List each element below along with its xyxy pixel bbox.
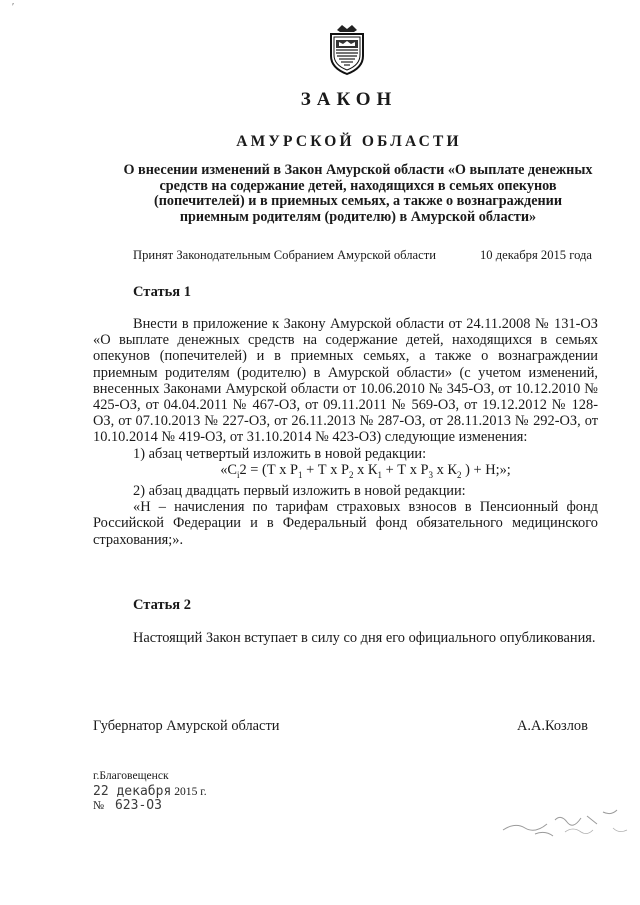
- article-1-item-2-text: «Н – начисления по тарифам страховых взносов в Пенсионный фонд Российской Федерации и в Федеральный фонд обязательного медицинского страхования;».: [93, 499, 598, 548]
- formula: «$С_i2 = (Т$ х $Р_1 + Т$ х $Р_2$ х $К_1 + Т$ х $Р_3$ х $К_2$ ) + Н;»;: [220, 461, 511, 480]
- coat-of-arms-icon: [323, 22, 371, 76]
- article-2-text: Настоящий Закон вступает в силу со дня его официального опубликования.: [133, 630, 596, 646]
- adoption-date: 10 декабря 2015 года: [480, 248, 593, 262]
- region-title: АМУРСКОЙ ОБЛАСТИ: [236, 133, 462, 150]
- subtitle-line: приемным родителям (родителю) в Амурской области»: [179, 208, 537, 225]
- article-1-body: [93, 316, 598, 548]
- article-1-intro: Внести в приложение к Закону Амурской области от 24.11.2008 № 131-ОЗ «О выплате денежных средств на содержание детей, находящихся в семьях опекунов (попечителей) и в приемных семьях, а также о вознаграждении приемным родителям (родителю) в Амурской области» (с учетом изменений, внесенных Законами Амурской области от 10.06.2010 № 345-ОЗ, от 10.12.2010 № 425-ОЗ, от 04.04.2011 № 467-ОЗ, от 09.11.2011 № 569-ОЗ, от 19.12.2012 № 128-ОЗ, от 07.10.2013 № 227-ОЗ, от 26.11.2013 № 287-ОЗ, от 28.11.2013 № 292-ОЗ, от 10.10.2014 № 419-ОЗ, от 31.10.2014 № 423-ОЗ) следующие изменения:: [93, 316, 598, 446]
- signatory-name: А.А.Козлов: [517, 718, 588, 734]
- article-1-item-1: 1) абзац четвертый изложить в новой редакции:: [133, 445, 427, 462]
- number-prefix: №: [93, 799, 105, 812]
- law-title: ЗАКОН: [300, 89, 398, 110]
- subtitle-line: О внесении изменений в Закон Амурской области «О выплате денежных: [123, 162, 593, 178]
- signatory-position: Губернатор Амурской области: [93, 718, 280, 734]
- law-subtitle: [88, 163, 628, 225]
- signing-place: г.Благовещенск: [93, 769, 169, 782]
- signing-date: [93, 784, 207, 799]
- article-2-heading: Статья 2: [133, 597, 191, 613]
- article-2-body: [93, 630, 598, 646]
- corner-mark: ʹ: [12, 2, 15, 13]
- stamp-scribble: [495, 800, 640, 840]
- printed-year: 2015 г.: [174, 785, 207, 798]
- article-1-item-2: 2) абзац двадцать первый изложить в новой редакции:: [133, 482, 466, 499]
- law-number: [93, 798, 162, 813]
- subtitle-line: (попечителей) и в приемных семьях, а также о вознаграждении: [153, 193, 563, 209]
- subtitle-line: средств на содержание детей, находящихся в семьях опекунов: [159, 177, 557, 194]
- handwritten-number: 623-ОЗ: [114, 798, 162, 813]
- adoption-statement: Принят Законодательным Собранием Амурской области: [133, 248, 436, 262]
- handwritten-date: 22 декабря: [93, 784, 172, 799]
- article-1-heading: Статья 1: [133, 284, 191, 300]
